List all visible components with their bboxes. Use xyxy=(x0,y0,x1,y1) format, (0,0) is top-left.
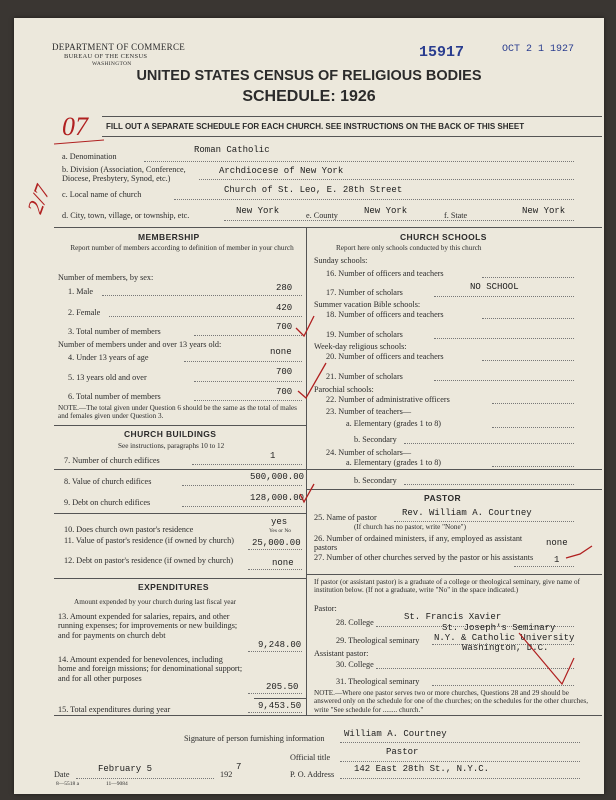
instruction-banner: FILL OUT A SEPARATE SCHEDULE FOR EACH CHURCH. SEE INSTRUCTIONS ON THE BACK OF THIS SHEET xyxy=(106,122,525,131)
q12-label: 12. Debt on pastor's residence (if owned by church) xyxy=(64,556,234,565)
graduate-instructions: If pastor (or assistant pastor) is a graduate of a college or theological seminary, give name of institution below. (If not a graduate, write "No" in the space indicated.) xyxy=(314,578,580,595)
church-buildings-heading: CHURCH BUILDINGS xyxy=(124,429,217,439)
church-schools-intro: Report here only schools conducted by this church xyxy=(336,244,482,252)
q13-label: 13. Amount expended for salaries, repairs, and other running expenses; for improvements or new buildings; and for payments on church debt xyxy=(58,612,238,640)
official-title-value: Pastor xyxy=(386,747,419,757)
q24-label: 24. Number of scholars— xyxy=(326,448,412,457)
q24b-label: b. Secondary xyxy=(354,476,397,485)
q6-label: 6. Total number of members xyxy=(68,392,161,401)
q8-value: 500,000.00 xyxy=(250,472,305,482)
q14-value: 205.50 xyxy=(266,682,299,692)
membership-heading: MEMBERSHIP xyxy=(138,232,200,242)
q23a-label: a. Elementary (grades 1 to 8) xyxy=(346,419,442,428)
q27-value: 1 xyxy=(554,555,560,565)
q10-label: 10. Does church own pastor's residence xyxy=(64,525,194,534)
check-mark-seminary xyxy=(519,633,574,684)
date-label: Date xyxy=(54,770,70,779)
q14-label: 14. Amount expended for benevolences, including home and foreign missions; for denominational support; and for all other purposes xyxy=(58,655,243,683)
year-prefix: 192 xyxy=(220,770,233,779)
q6-value: 700 xyxy=(276,387,293,397)
q2-label: 2. Female xyxy=(68,308,101,317)
q7-value: 1 xyxy=(270,451,276,461)
q21-label: 21. Number of scholars xyxy=(326,372,403,381)
print-code-1: 8—5518 a xyxy=(56,781,80,787)
q23-label: 23. Number of teachers— xyxy=(326,407,412,416)
weekday-schools-label: Week-day religious schools: xyxy=(314,342,407,351)
denomination-value: Roman Catholic xyxy=(194,145,270,155)
q17-value: NO SCHOOL xyxy=(470,282,519,292)
q13-value: 9,248.00 xyxy=(258,640,302,650)
q24a-label: a. Elementary (grades 1 to 8) xyxy=(346,458,442,467)
pastor-education-label: Pastor: xyxy=(314,604,337,613)
year-digit: 7 xyxy=(236,762,242,772)
q31-label: 31. Theological seminary xyxy=(336,677,420,686)
date-value: February 5 xyxy=(98,764,153,774)
q29-value-line3: Washington, D.C. xyxy=(462,643,549,653)
q30-label: 30. College xyxy=(336,660,374,669)
q11-value: 25,000.00 xyxy=(252,538,301,548)
print-code-2: 11—9084 xyxy=(106,781,128,787)
q11-label: 11. Value of pastor's residence (if owned by church) xyxy=(64,536,234,545)
q15-label: 15. Total expenditures during year xyxy=(58,705,171,714)
q15-value: 9,453.50 xyxy=(258,701,302,711)
census-schedule-page xyxy=(14,18,604,794)
bureau-name: BUREAU OF THE CENSUS xyxy=(64,53,148,60)
q1-label: 1. Male xyxy=(68,287,94,296)
q29-value-line1: St. Joseph's Seminary xyxy=(442,623,556,633)
q25-label: 25. Name of pastor xyxy=(314,513,377,522)
q5-label: 5. 13 years old and over xyxy=(68,373,147,382)
city-value: New York xyxy=(236,206,280,216)
q3-label: 3. Total number of members xyxy=(68,327,161,336)
form-title: UNITED STATES CENSUS OF RELIGIOUS BODIES xyxy=(136,68,482,84)
po-address-label: P. O. Address xyxy=(290,770,335,779)
assistant-pastor-label: Assistant pastor: xyxy=(314,649,369,658)
local-church-name-label: c. Local name of church xyxy=(62,190,142,199)
q4-label: 4. Under 13 years of age xyxy=(68,353,149,362)
received-date-stamp: OCT 2 1 1927 xyxy=(502,44,575,55)
city-label: d. City, town, village, or township, etc. xyxy=(62,211,190,220)
age-breakdown-label: Number of members under and over 13 years old: xyxy=(58,340,222,349)
official-title-label: Official title xyxy=(290,753,331,762)
q9-label: 9. Debt on church edifices xyxy=(64,498,151,507)
summer-schools-label: Summer vacation Bible schools: xyxy=(314,300,421,309)
q10-value: yes xyxy=(271,517,288,527)
q5-value: 700 xyxy=(276,367,293,377)
q7-label: 7. Number of church edifices xyxy=(64,456,160,465)
county-label: e. County xyxy=(306,211,338,220)
q3-value: 700 xyxy=(276,322,293,332)
q20-label: 20. Number of officers and teachers xyxy=(326,352,444,361)
division-label: b. Division (Association, Conference, Diocese, Presbytery, Synod, etc.) xyxy=(62,165,186,184)
q8-label: 8. Value of church edifices xyxy=(64,477,152,486)
q29-value-line2: N.Y. & Catholic University xyxy=(434,633,575,643)
q16-label: 16. Number of officers and teachers xyxy=(326,269,444,278)
q10-hint: Yes or No xyxy=(269,528,292,534)
check-mark-churches-served xyxy=(566,546,592,558)
q28-label: 28. College xyxy=(336,618,374,627)
state-label: f. State xyxy=(444,211,468,220)
red-underline-code xyxy=(54,140,104,144)
department-name: DEPARTMENT OF COMMERCE xyxy=(52,42,186,52)
state-value: New York xyxy=(522,206,566,216)
local-church-name-value: Church of St. Leo, E. 28th Street xyxy=(224,185,403,195)
form-subtitle: SCHEDULE: 1926 xyxy=(242,88,376,105)
members-by-sex-label: Number of members, by sex: xyxy=(58,273,154,282)
q4-value: none xyxy=(270,347,292,357)
red-margin-note: 2/7 xyxy=(22,181,56,217)
parochial-schools-label: Parochial schools: xyxy=(314,385,374,394)
pastor-note: NOTE.—Where one pastor serves two or more churches, Questions 28 and 29 should be answered only on the schedule for one of the churches; on the schedules for the other churches, write "See schedule for ........ church." xyxy=(314,689,589,714)
q27-label: 27. Number of other churches served by the pastor or his assistants xyxy=(314,553,534,562)
q1-value: 280 xyxy=(276,283,293,293)
q23b-label: b. Secondary xyxy=(354,435,397,444)
church-schools-heading: CHURCH SCHOOLS xyxy=(400,232,487,242)
q29-label: 29. Theological seminary xyxy=(336,636,420,645)
division-value: Archdiocese of New York xyxy=(219,166,344,176)
sunday-schools-label: Sunday schools: xyxy=(314,256,368,265)
q19-label: 19. Number of scholars xyxy=(326,330,403,339)
check-mark-debt xyxy=(300,484,314,502)
pastor-heading: PASTOR xyxy=(424,493,462,503)
signature-label: Signature of person furnishing information xyxy=(184,734,325,743)
expenditures-sub: Amount expended by your church during last fiscal year xyxy=(74,598,237,606)
check-mark-total-age xyxy=(298,363,326,398)
red-check-marks xyxy=(14,18,604,794)
q25-value: Rev. William A. Courtney xyxy=(402,508,532,518)
q18-label: 18. Number of officers and teachers xyxy=(326,310,444,319)
schedule-number-stamp: 15917 xyxy=(419,44,465,61)
check-mark-total-members xyxy=(296,316,314,336)
q2-value: 420 xyxy=(276,303,293,313)
q17-label: 17. Number of scholars xyxy=(326,288,403,297)
signature-value: William A. Courtney xyxy=(344,729,447,739)
red-handwritten-code: 07 xyxy=(62,112,88,141)
bureau-city: WASHINGTON xyxy=(92,61,132,67)
membership-intro: Report number of members according to definition of member in your church xyxy=(70,244,294,252)
q9-value: 128,000.00 xyxy=(250,493,305,503)
membership-note: NOTE.—The total given under Question 6 should be the same as the total of males and females given under Question 3. xyxy=(58,404,297,421)
denomination-label: a. Denomination xyxy=(62,152,117,161)
q26-value: none xyxy=(546,538,568,548)
expenditures-heading: EXPENDITURES xyxy=(138,582,209,592)
q12-value: none xyxy=(272,558,294,568)
q22-label: 22. Number of administrative officers xyxy=(326,395,450,404)
county-value: New York xyxy=(364,206,408,216)
q28-value: St. Francis Xavier xyxy=(404,612,502,622)
q26-label: 26. Number of ordained ministers, if any, employed as assistant pastors xyxy=(314,534,523,553)
q25-note: (If church has no pastor, write "None") xyxy=(354,523,466,531)
church-buildings-sub: See instructions, paragraphs 10 to 12 xyxy=(118,442,225,450)
po-address-value: 142 East 28th St., N.Y.C. xyxy=(354,764,490,774)
